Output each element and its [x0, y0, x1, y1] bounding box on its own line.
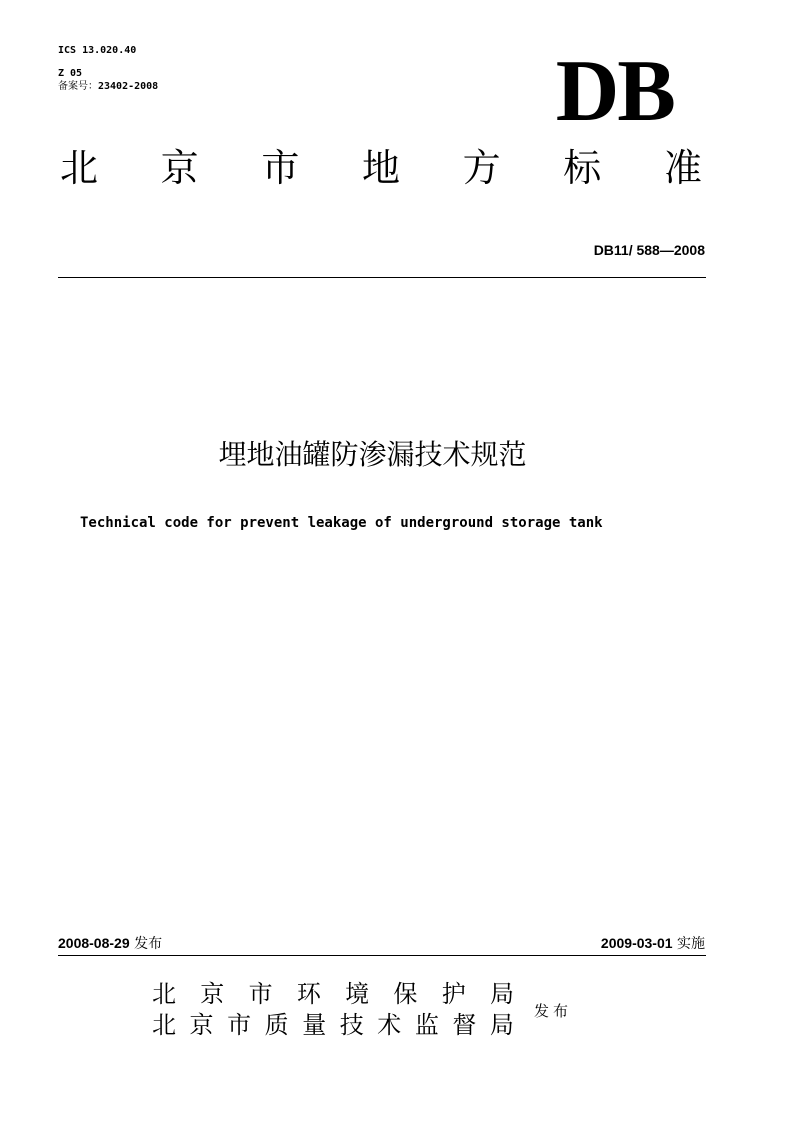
record-number	[58, 81, 158, 93]
issuer-char: 督	[452, 1011, 477, 1039]
issuer-char: 护	[441, 980, 466, 1008]
issuer-char: 环	[296, 980, 321, 1008]
implement-date-label: 实施	[677, 936, 705, 952]
implement-date	[601, 933, 705, 953]
standard-type-char: 方	[462, 146, 501, 190]
issuer-char: 京	[189, 1011, 214, 1039]
record-value: 23402-2008	[98, 81, 159, 92]
issuer-line-2	[152, 1010, 514, 1040]
issuer-char: 保	[393, 980, 418, 1008]
db-logo: DB	[555, 43, 674, 140]
issuer-char: 北	[152, 980, 176, 1008]
standard-type-char: 市	[261, 146, 300, 190]
ics-code: ICS 13.020.40	[58, 45, 137, 56]
issuer-char: 北	[152, 1011, 176, 1039]
document-title-en: Technical code for prevent leakage of underground storage tank	[80, 515, 603, 531]
bottom-divider	[58, 955, 706, 956]
top-divider	[58, 277, 706, 278]
issuer-char: 局	[489, 1011, 514, 1039]
standard-type-title	[60, 146, 702, 190]
issuer-char: 京	[200, 980, 225, 1008]
issued-label: 发布	[534, 1002, 573, 1020]
publish-date	[58, 933, 162, 953]
issuer-char: 质	[264, 1011, 289, 1039]
issuer-char: 监	[414, 1011, 439, 1039]
standard-number: DB11/ 588—2008	[593, 242, 705, 258]
publish-date-value: 2008-08-29	[58, 935, 130, 951]
standard-type-char: 准	[663, 146, 702, 190]
standard-type-char: 京	[160, 146, 199, 190]
document-title-cn: 埋地油罐防渗漏技术规范	[218, 438, 527, 471]
record-label: 备案号：	[58, 81, 98, 92]
standard-type-char: 北	[60, 146, 99, 190]
issuer-char: 市	[248, 980, 273, 1008]
publish-date-label: 发布	[134, 936, 163, 952]
issuer-char: 市	[227, 1011, 252, 1039]
issuer-char: 局	[489, 980, 514, 1008]
issuer-char: 境	[345, 980, 370, 1008]
issuer-char: 术	[377, 1011, 402, 1039]
standard-type-char: 地	[361, 146, 400, 190]
classification-code: Z 05	[58, 68, 83, 79]
issuer-char: 量	[302, 1011, 327, 1039]
standard-type-char: 标	[563, 146, 602, 190]
issuer-char: 技	[339, 1011, 364, 1039]
issuer-line-1	[152, 979, 514, 1009]
implement-date-value: 2009-03-01	[600, 935, 673, 951]
